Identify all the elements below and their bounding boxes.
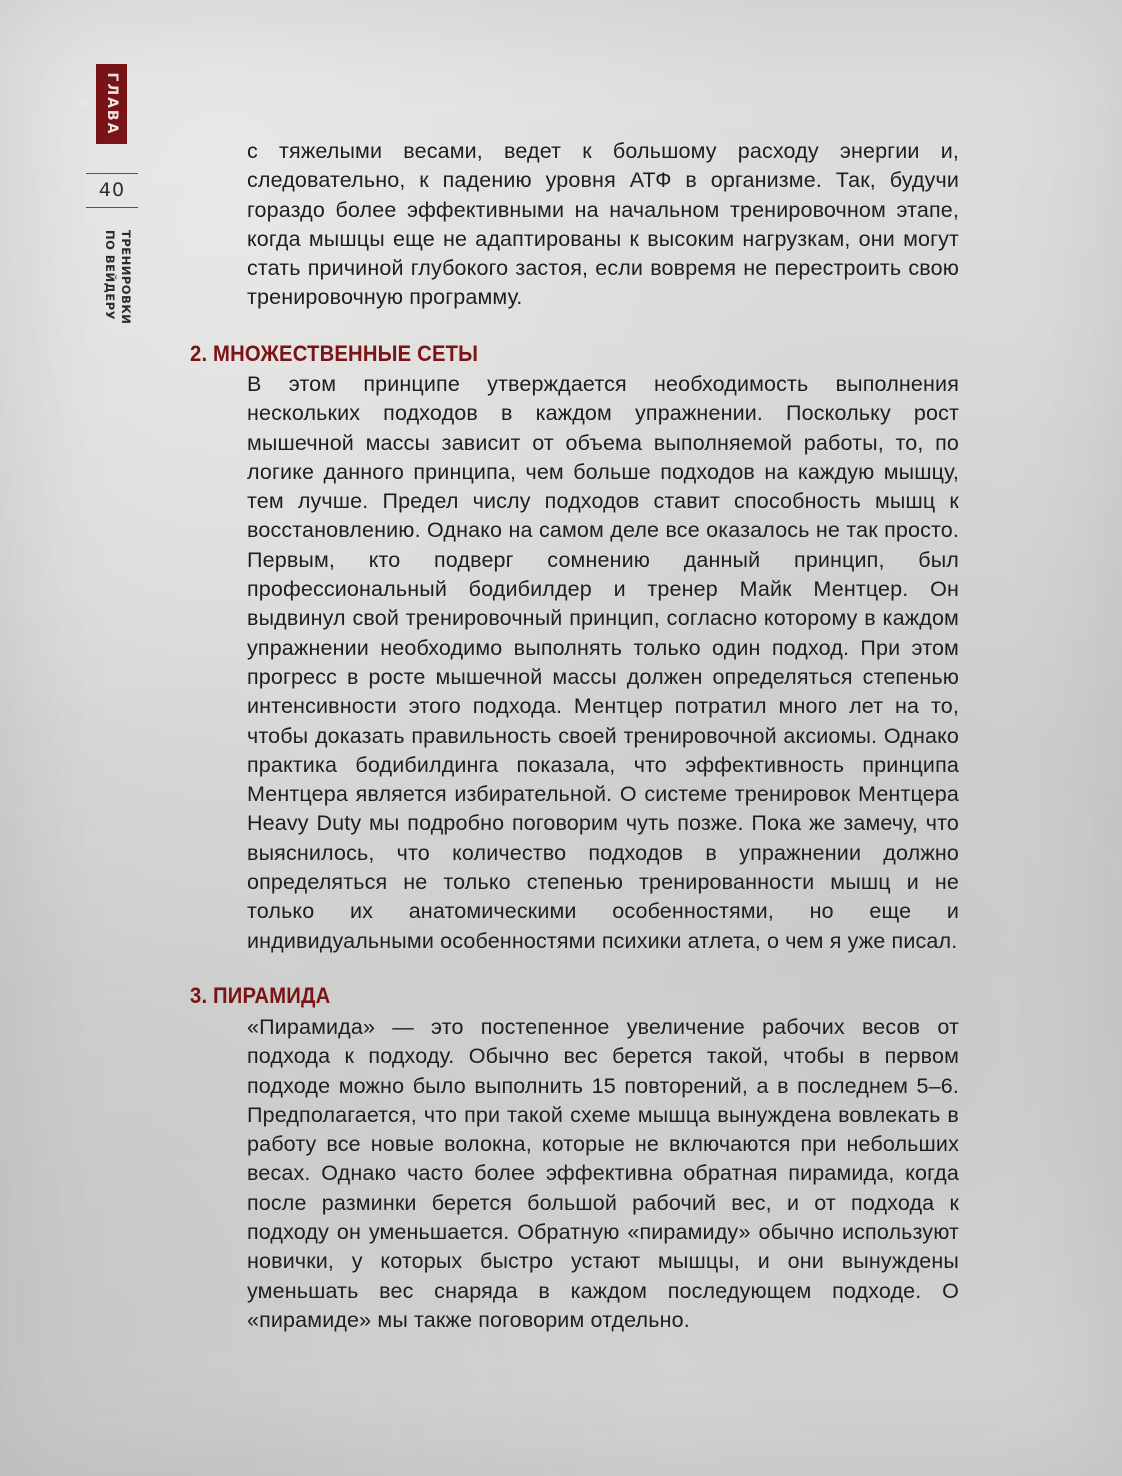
section-text-multiple-sets: В этом принципе утверждается необходимость выполнения нескольких подходов в каждом упражнении. Поскольку рост мышечной массы зависит от объема выполняемой работы, то, по логике данного принципа, чем больше подходов на каждую мышцу, тем лучше. Предел числу подходов ставит способность мышц к восстановлению. Однако на самом деле все оказалось не так просто. Первым, кто подверг сомнению данный принцип, был профессиональный бодибилдер и тренер Майк Ментцер. Он выдвинул свой тренировочный принцип, согласно которому в каждом упражнении необходимо выполнять только один подход. При этом прогресс в росте мышечной массы должен определяться степенью интенсивности этого подхода. Ментцер потратил много лет на то, чтобы доказать правильность своей тренировочной аксиомы. Однако практика бодибилдинга показала, что эффективность принципа Ментцера является избирательной. О системе тренировок Ментцера Heavy Duty мы подробно поговорим чуть позже. Пока же замечу, что выяснилось, что количество подходов в упражнении должно определяться не только степенью тренированности мышц и не только их анатомическими особенностями, но еще и индивидуальными особенностями психики атлета, о чем я уже писал. xyxy=(247,372,959,953)
section-heading-pyramid: 3. ПИРАМИДА xyxy=(190,983,331,1008)
book-title-line-1: ТРЕНИРОВКИ xyxy=(119,230,133,325)
intro-paragraph: с тяжелыми весами, ведет к большому расходу энергии и, следовательно, к падению уровня АТФ в организме. Так, будучи гораздо более эффективными на начальном тренировочном этапе, когда мышцы еще не адаптированы к высоким нагрузкам, они могут стать причиной глубокого застоя, если вовремя не перестроить свою тренировочную программу. xyxy=(247,139,959,310)
page-number-rule-bottom xyxy=(86,207,138,208)
book-title-line-2: ПО ВЕЙДЕРУ xyxy=(103,230,117,321)
book-title xyxy=(94,230,134,350)
section-heading-multiple-sets: 2. МНОЖЕСТВЕННЫЕ СЕТЫ xyxy=(190,341,479,366)
chapter-label: ГЛАВА 6 xyxy=(73,72,120,136)
page-number: 40 xyxy=(98,179,126,201)
section-text-pyramid: «Пирамида» — это постепенное увеличение рабочих весов от подхода к подходу. Обычно вес берется такой, чтобы в первом подходе можно было выполнить 15 повторений, а в последнем 5–6. Предполагается, что при такой схеме мышца вынуждена вовлекать в работу все новые волокна, которые не включаются при небольших весах. Однако часто более эффективна обратная пирамида, когда после разминки берется большой рабочий вес, и от подхода к подходу он уменьшается. Обратную «пирамиду» обычно используют новички, у которых быстро устают мышцы, и они вынуждены уменьшать вес снаряда в каждом последующем подходе. О «пирамиде» мы также поговорим отдельно. xyxy=(247,1015,959,1332)
